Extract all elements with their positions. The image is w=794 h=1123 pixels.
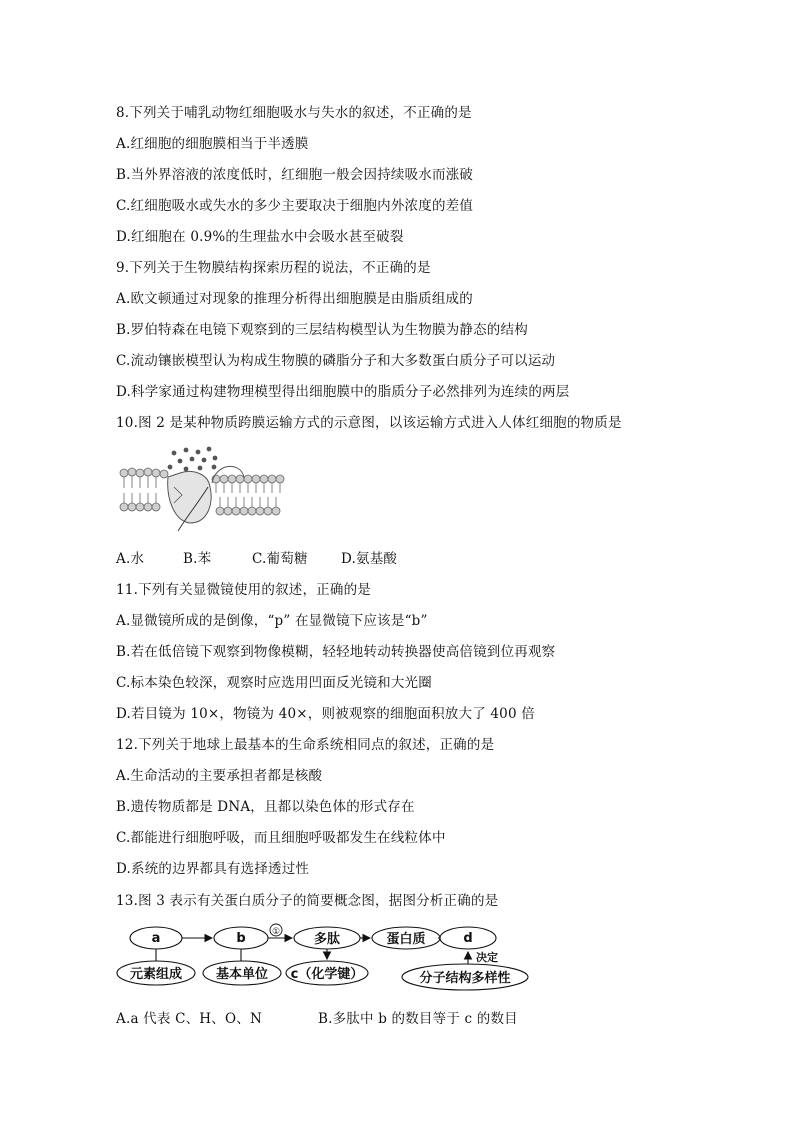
q10-option-d: D.氨基酸 bbox=[341, 551, 398, 567]
q12-option-b: B.遗传物质都是 DNA，且都以染色体的形式存在 bbox=[116, 799, 415, 815]
q11-option-d: D.若目镜为 10×，物镜为 40×，则被观察的细胞面积放大了 400 倍 bbox=[116, 706, 535, 722]
q11-option-a: A.显微镜所成的是倒像，“p” 在显微镜下应该是“b” bbox=[116, 613, 428, 629]
q8-stem: 8.下列关于哺乳动物红细胞吸水与失水的叙述，不正确的是 bbox=[116, 105, 472, 121]
label-b: b bbox=[236, 931, 246, 946]
q9-stem: 9.下列关于生物膜结构探索历程的说法，不正确的是 bbox=[116, 260, 431, 276]
q11-option-b: B.若在低倍镜下观察到物像模糊，轻轻地转动转换器使高倍镜到位再观察 bbox=[116, 644, 556, 660]
label-d: d bbox=[463, 931, 473, 946]
q13-option-b: B.多肽中 b 的数目等于 c 的数目 bbox=[318, 1011, 518, 1027]
protein-concept-diagram bbox=[116, 922, 536, 998]
q9-option-b: B.罗伯特森在电镜下观察到的三层结构模型认为生物膜为静态的结构 bbox=[116, 322, 528, 338]
label-unit: 基本单位 bbox=[215, 967, 269, 982]
q10-option-a: A.水 bbox=[116, 551, 145, 567]
label-diversity: 分子结构多样性 bbox=[419, 971, 511, 986]
q12-stem: 12.下列关于地球上最基本的生命系统相同点的叙述，正确的是 bbox=[116, 737, 495, 753]
q8-option-c: C.红细胞吸水或失水的多少主要取决于细胞内外浓度的差值 bbox=[116, 198, 474, 214]
q10-stem: 10.图 2 是某种物质跨膜运输方式的示意图，以该运输方式进入人体红细胞的物质是 bbox=[116, 415, 622, 431]
q13-stem: 13.图 3 表示有关蛋白质分子的简要概念图，据图分析正确的是 bbox=[116, 893, 499, 909]
membrane-transport-figure bbox=[116, 443, 292, 543]
label-protein: 蛋白质 bbox=[386, 932, 426, 947]
q9-option-c: C.流动镶嵌模型认为构成生物膜的磷脂分子和大多数蛋白质分子可以运动 bbox=[116, 353, 556, 369]
q8-option-b: B.当外界溶液的浓度低时，红细胞一般会因持续吸水而涨破 bbox=[116, 167, 474, 183]
label-decide: 决定 bbox=[476, 951, 498, 964]
label-element: 元素组成 bbox=[129, 967, 183, 982]
label-a: a bbox=[151, 931, 161, 946]
q8-option-d: D.红细胞在 0.9%的生理盐水中会吸水甚至破裂 bbox=[116, 229, 404, 245]
label-step1: ① bbox=[271, 927, 281, 937]
q10-option-c: C.葡萄糖 bbox=[252, 551, 308, 567]
q10-option-b: B.苯 bbox=[183, 551, 212, 567]
q13-option-a: A.a 代表 C、H、O、N bbox=[116, 1011, 262, 1027]
q9-option-d: D.科学家通过构建物理模型得出细胞膜中的脂质分子必然排列为连续的两层 bbox=[116, 384, 570, 400]
q11-option-c: C.标本染色较深，观察时应选用凹面反光镜和大光圈 bbox=[116, 675, 432, 691]
q9-option-a: A.欧文顿通过对现象的推理分析得出细胞膜是由脂质组成的 bbox=[116, 291, 473, 307]
label-bond: c（化学键） bbox=[290, 967, 364, 982]
label-polypeptide: 多肽 bbox=[313, 932, 341, 947]
q10-options bbox=[116, 550, 397, 568]
q12-option-c: C.都能进行细胞呼吸，而且细胞呼吸都发生在线粒体中 bbox=[116, 830, 446, 846]
q12-option-d: D.系统的边界都具有选择透过性 bbox=[116, 861, 310, 877]
q8-option-a: A.红细胞的细胞膜相当于半透膜 bbox=[116, 136, 309, 152]
q12-option-a: A.生命活动的主要承担者都是核酸 bbox=[116, 768, 323, 784]
q13-options bbox=[116, 1010, 518, 1028]
q11-stem: 11.下列有关显微镜使用的叙述，正确的是 bbox=[116, 582, 371, 598]
